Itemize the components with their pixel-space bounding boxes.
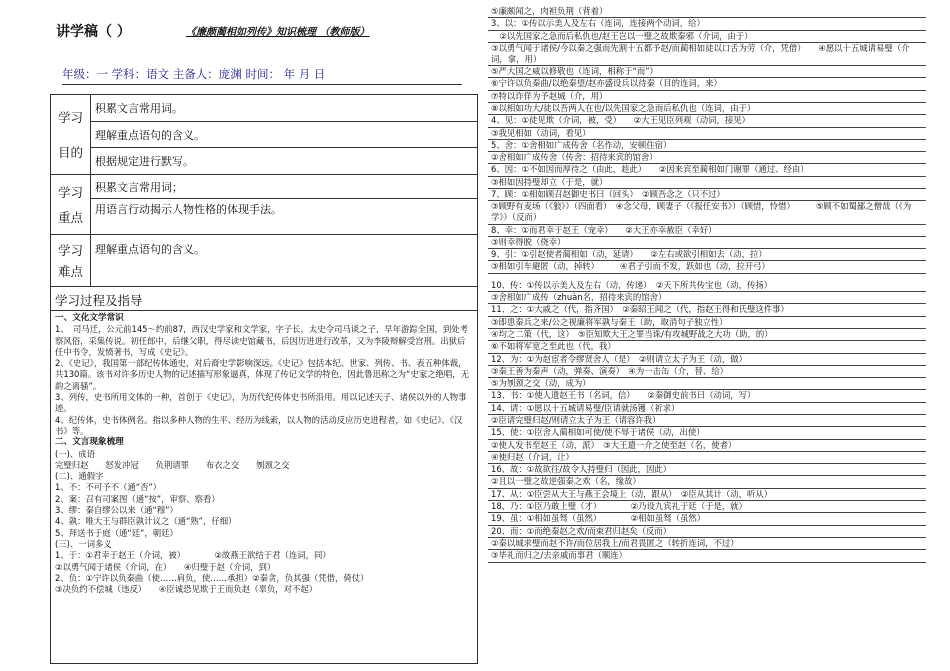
content-paragraph: ②以勇气闻于诸侯（介词，在） ④归璧于赵（介词，到） [55,561,276,572]
note-line: ⑥不如将军宽之至此也（代，我） [488,341,926,353]
note-line: ⑤为刎颈之交（动，成为） [488,378,926,390]
note-line: 12、为：①为赵宦者令缪贤舍人（是） ②则请立太子为王（动，做） [488,354,926,366]
meta-line: 年级：一 学科：语文 主备人：庞渊 时间： 年 月 日 [62,66,462,85]
page-subtitle: 《廉颇蔺相如列传》知识梳理 （教师版） [186,27,370,38]
content-paragraph: 4、孰：唯大王与群臣孰计议之（通“熟”，仔细） [55,516,237,527]
note-line: 5、舍：①舍相如广成传舍（名作动，安顿住宿） [488,140,926,152]
note-line: ②使人发书至赵王（动，派） ③大王遣一介之使至赵（名，使者） [488,440,926,452]
note-line: ③以勇气闻于诸侯/今以秦之强而先割十五都予赵/而蔺相如徒以口舌为劳（介，凭借） ④愿以十五城请易璧（介词，拿，用） [488,43,926,66]
page-title: 讲学稿（ ） [56,24,131,40]
key-label: 学习 重点 [51,175,91,234]
key-item: 积累文言常用词； [91,175,477,199]
note-line: ⑤严大国之威以修敬也（连词，相称于“而”） [488,66,926,78]
note-line: ②舍相如广成传舍（传舍：招待来宾的馆舍） [488,152,926,164]
content-paragraph: 1、不：不可予不（通“否”） [55,482,162,493]
difficult-row [51,235,477,287]
note-line: ⑦特以诈佯为予赵城（介，用） [488,91,926,103]
content-paragraph: 4、纪传体，史书体例名。指以多种人物的生平、经历为线索，以人物的活动反应历史进程者，如《史记》、《汉书》等。 [55,414,463,436]
content-paragraph: 1、 司马迁，公元前145～约前87，西汉史学家和文学家，字子长，太史令司马谈之子，早年游踪全国，到处考察风俗，采集传说。初任郎中，后继父职，得尽读史馆藏书，后因历进进行改革，又为李陵辩解受宫刑。出狱后任中书令，发愤著书，写成《史记》。 [55,324,469,357]
content-paragraph: (一)、成语 [55,448,96,459]
content-paragraph: 5、拜送书于庭（通“廷”，朝廷） [55,527,178,538]
note-line: 19、虽：①相如虽驽（虽然） ②相如虽驽（虽然） [488,513,926,525]
content-paragraph: 1、于：①君幸于赵王（介词，被） ②故燕王欲结于君（连词，同） [55,550,331,561]
note-line: ④使归赵（介词，让） [488,452,926,464]
content-paragraph: 完璧归赵 怒发冲冠 负荆请罪 布衣之交 刎颈之交 [55,459,290,470]
page-header [50,14,478,48]
note-line: 18、乃：①臣乃敢上璧（才） ②乃设九宾礼于廷（于是，就） [488,501,926,513]
note-line: 17、从：①臣尝从大王与燕王会境上（动，跟从） ②臣从其计（动，听从） [488,489,926,501]
note-line: ③顾野有麦场（《狼》）（四面看） ④念父母，顾妻子（《报任安书》）（顾惜，怜惜） ⑤顾不如蜀鄙之僧哉（《为学》）（反而） [488,201,926,224]
right-column [488,6,926,664]
note-line: 20、而：①而绝秦赵之欢/而束君归赵矣（反而） [488,526,926,538]
note-line: 11、之：①大戚之（代，指齐国） ②秦昭王闻之（代，指赵王得和氏璧这件事） [488,304,926,316]
note-line: ③我见相如（动词，看见） [488,128,926,140]
note-line: 7、顾：①相如顾召赵御史书曰（回头） ②顾吾念之（只不过） [488,189,926,201]
note-line: ③相如引车避匿（动，掉转） ④君子引而不发，跃如也（动，拉开弓） [488,261,926,273]
left-content [51,311,477,597]
process-title: 学习过程及指导 [51,287,477,311]
note-line: ⑤廉颇闻之，肉袒负荆（背着） [488,6,926,18]
content-paragraph: (三)、一词多义 [55,538,112,549]
note-line: 10、传：①传以示美人及左右（动，传递） ②天下所共传宝也（动，传扬） [488,280,926,292]
note-line: ③秦王善为秦声（动，弹奏、演奏） ④为一击缶（介，替、给） [488,366,926,378]
note-line: ⑥宁许以负秦曲/以绝秦望/赵亦盛设兵以待秦（目的连词，来） [488,78,926,90]
objectives-row [51,95,477,175]
objective-item: 积累文言常用词。 [91,95,477,122]
key-item: 用语言行动揭示人物性格的体现手法。 [95,203,282,217]
objectives-label: 学习 目的 [51,95,91,174]
section-heading: 一、文化文学常识 [55,313,124,323]
note-line: 6、因：①不如因而厚待之（由此，趁此） ②因来宾至蔺相如门谢罪（通过、经由） [488,164,926,176]
content-paragraph: 2、《史记》，我国第一部纪传体通史，对后裔史学影响深远。《史记》包括本纪、世家、列传、书、表五种体裁，共130篇。该书对许多历史人物的记述描写形象逼真，体现了传记文学的特色，因此鲁迅称之为“史家之绝唱，无韵之离骚”。 [55,358,469,391]
section-heading: 二、文言现象梳理 [55,437,124,448]
note-line: 8、幸：①而君幸于赵王（宠幸） ②大王亦幸赦臣（幸好） [488,225,926,237]
note-line: ④均之二策（代，这） ⑤臣知欺大王之罪当诛/有攻城野战之大功（助，的） [488,329,926,341]
note-line: ⑧以相如功大/徒以吾两人在也/以先国家之急而后私仇也（连词，由于） [488,103,926,115]
note-line: ②且以一璧之故逆强秦之欢（名，缘故） [488,476,926,488]
objective-item: 理解重点语句的含义。 [91,122,477,149]
content-paragraph: (二)、通假字 [55,471,104,482]
difficult-item: 理解重点语句的含义。 [95,243,205,256]
left-column [50,14,478,664]
key-row [51,175,477,235]
note-line: ③则幸得脱（侥幸） [488,237,926,249]
note-line: ③相如因持璧却立（于是，就） [488,177,926,189]
note-line: ③舍相如广成传（zhuàn名，招待来宾的馆舍） [488,292,926,304]
note-line: 3、以：①传以示美人及左右（连词，连接两个动词，给） [488,18,926,30]
note-line: ②以先国家之急而后私仇也/赵王岂以一璧之故欺秦邪（介词，由于） [488,31,926,43]
note-line: 14、请：①愿以十五城请易璧/臣请就汤镬（祈求） [488,403,926,415]
note-line: 4、见：①徒见欺（介词，被，受） ②大王见臣列观（动词，接见） [488,115,926,127]
study-table [50,94,478,664]
content-paragraph: 3、缪：秦自缪公以来（通“穆”） [55,505,178,516]
note-line: ②秦以城求璧而赵不许/而位居我上/而君畏匿之（转折连词，不过） [488,538,926,550]
note-line: 13、书：①使人遗赵王书（名词，信） ②秦御史前书曰（动词，写） [488,390,926,402]
content-paragraph: 2、案：召有司案图（通“按”，审察、察看） [55,493,220,504]
content-paragraph: 3、列传，史书所用文体的一种，首创于《史记》，为历代纪传体史书所沿用。用以记述天子、诸侯以外的人物事迹。 [55,392,467,414]
content-paragraph: 2、负：①宁许以负秦曲（使……肩负，使……承担）②秦贪，负其强（凭借，倚仗） [55,572,369,583]
content-paragraph: ③决负约不偿城（违反） ④臣诚恐见欺于王而负赵（辜负，对不起） [55,584,318,595]
note-line: 16、故：①故欲往/故令人持璧归（因此，因此） [488,464,926,476]
note-line: ②臣请完璧归赵/则请立太子为王（请容许我） [488,415,926,427]
note-line: ③毕礼而归之/去亲戚而事君（顺连） [488,550,926,562]
difficult-label: 学习 难点 [51,235,91,286]
note-line: 15、使：①臣舍人蔺相如可使/使不辱于诸侯（动，出使） [488,427,926,439]
note-line: 9、引：①引赵使者蔺相如（动，延请） ②左右或欲引相如去（动，拉） [488,249,926,261]
note-line: ③即患秦兵之来/公之视廉将军孰与秦王（助，取消句子独立性） [488,317,926,329]
objective-item: 根据规定进行默写。 [95,155,194,169]
